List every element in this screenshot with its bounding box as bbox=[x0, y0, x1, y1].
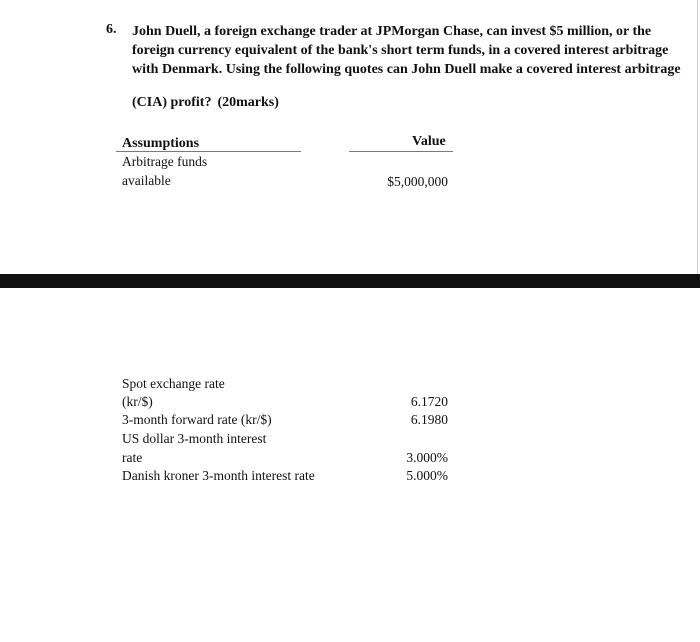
row-available-label: available bbox=[122, 173, 171, 188]
row-us-rate-label: rate bbox=[122, 450, 143, 465]
row-danish-rate-label: Danish kroner 3-month interest rate bbox=[122, 468, 315, 483]
assumptions-header: Assumptions bbox=[122, 136, 200, 151]
question-text bbox=[132, 22, 700, 112]
row-arbitrage-funds-label: Arbitrage funds bbox=[122, 154, 208, 169]
page-divider-bar bbox=[0, 274, 700, 288]
value-header-rule bbox=[349, 151, 453, 152]
row-forward-rate-label: 3-month forward rate (kr/$) bbox=[122, 412, 272, 427]
row-danish-rate-value: 5.000% bbox=[406, 468, 448, 483]
question-line-1: John Duell, a foreign exchange trader at JPMorgan Chase, can invest $5 million, or the bbox=[132, 24, 652, 39]
row-available-value: $5,000,000 bbox=[387, 174, 448, 189]
row-us-interest-label: US dollar 3-month interest bbox=[122, 431, 267, 446]
question-cia-text: (CIA) profit? bbox=[132, 95, 212, 110]
question-line-4 bbox=[132, 93, 700, 112]
question-line-3: with Denmark. Using the following quotes can John Duell make a covered interest arbitrage bbox=[132, 62, 681, 77]
question-number: 6. bbox=[106, 22, 117, 37]
question-marks: (20marks) bbox=[217, 95, 279, 110]
row-us-rate-value: 3.000% bbox=[406, 450, 448, 465]
row-forward-rate-value: 6.1980 bbox=[410, 412, 448, 427]
value-header: Value bbox=[412, 134, 446, 149]
row-spot-rate-label: Spot exchange rate bbox=[122, 376, 225, 391]
row-spot-rate-value: 6.1720 bbox=[410, 394, 448, 409]
row-spot-unit-label: (kr/$) bbox=[122, 394, 153, 409]
question-line-2: foreign currency equivalent of the bank's short term funds, in a covered interest arbitrage bbox=[132, 43, 669, 58]
